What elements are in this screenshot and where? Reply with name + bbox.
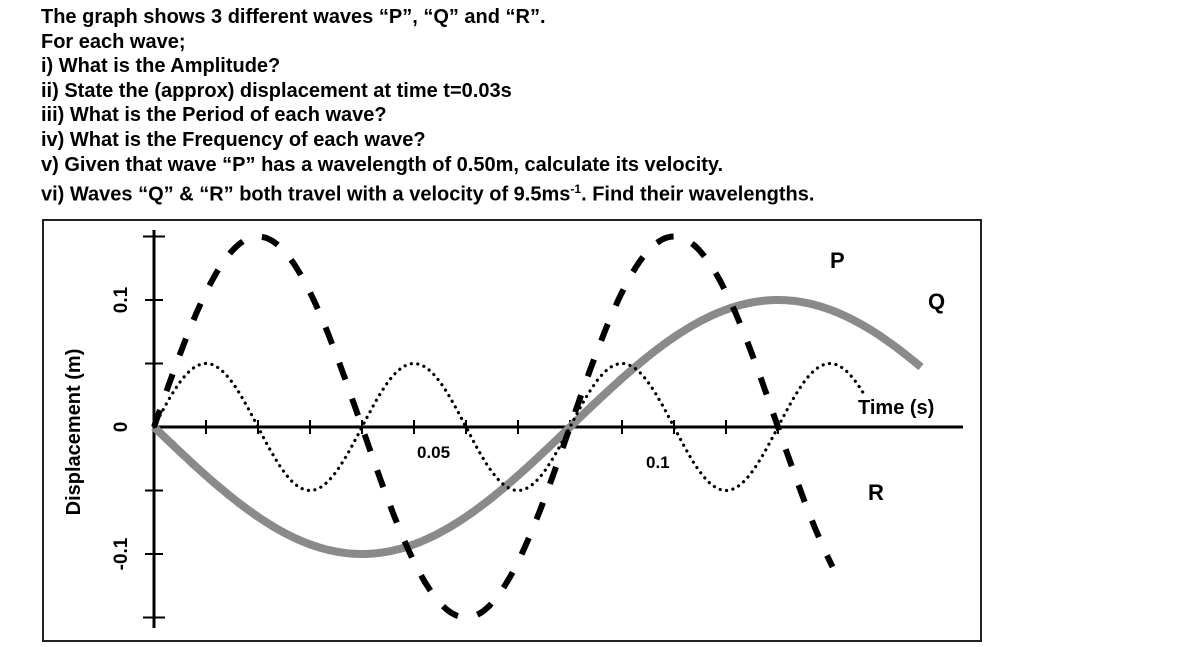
x-axis-label: Time (s) — [858, 397, 935, 419]
question-line-iv: iv) What is the Frequency of each wave? — [41, 128, 426, 151]
question-line-v: v) Given that wave “P” has a wavelength of 0.50m, calculate its velocity. — [41, 153, 724, 176]
y-tick-label: 0.1 — [111, 286, 132, 314]
x-tick-label: 0.1 — [646, 453, 670, 472]
question-line-iii: iii) What is the Period of each wave? — [41, 104, 387, 127]
question-line-intro: The graph shows 3 different waves “P”, “Q” and “R”. — [41, 6, 546, 28]
series-label-r: R — [868, 480, 884, 505]
question-line-for-each: For each wave; — [41, 30, 186, 53]
question-line-vi-end: . Find their wavelengths. — [581, 183, 815, 206]
question-line-ii: ii) State the (approx) displacement at time t=0.03s — [41, 79, 512, 102]
question-line-vi-main: vi) Waves “Q” & “R” both travel with a velocity of 9.5ms — [41, 183, 571, 206]
x-tick-label: 0.05 — [417, 443, 451, 462]
series-label-p: P — [830, 248, 845, 273]
question-line-vi-superscript: -1 — [570, 182, 582, 197]
series-label-q: Q — [928, 289, 946, 314]
y-tick-label: -0.1 — [111, 537, 132, 571]
y-axis-label: Displacement (m) — [63, 348, 85, 516]
question-line-i: i) What is the Amplitude? — [41, 55, 281, 78]
y-tick-label: 0 — [111, 421, 132, 433]
